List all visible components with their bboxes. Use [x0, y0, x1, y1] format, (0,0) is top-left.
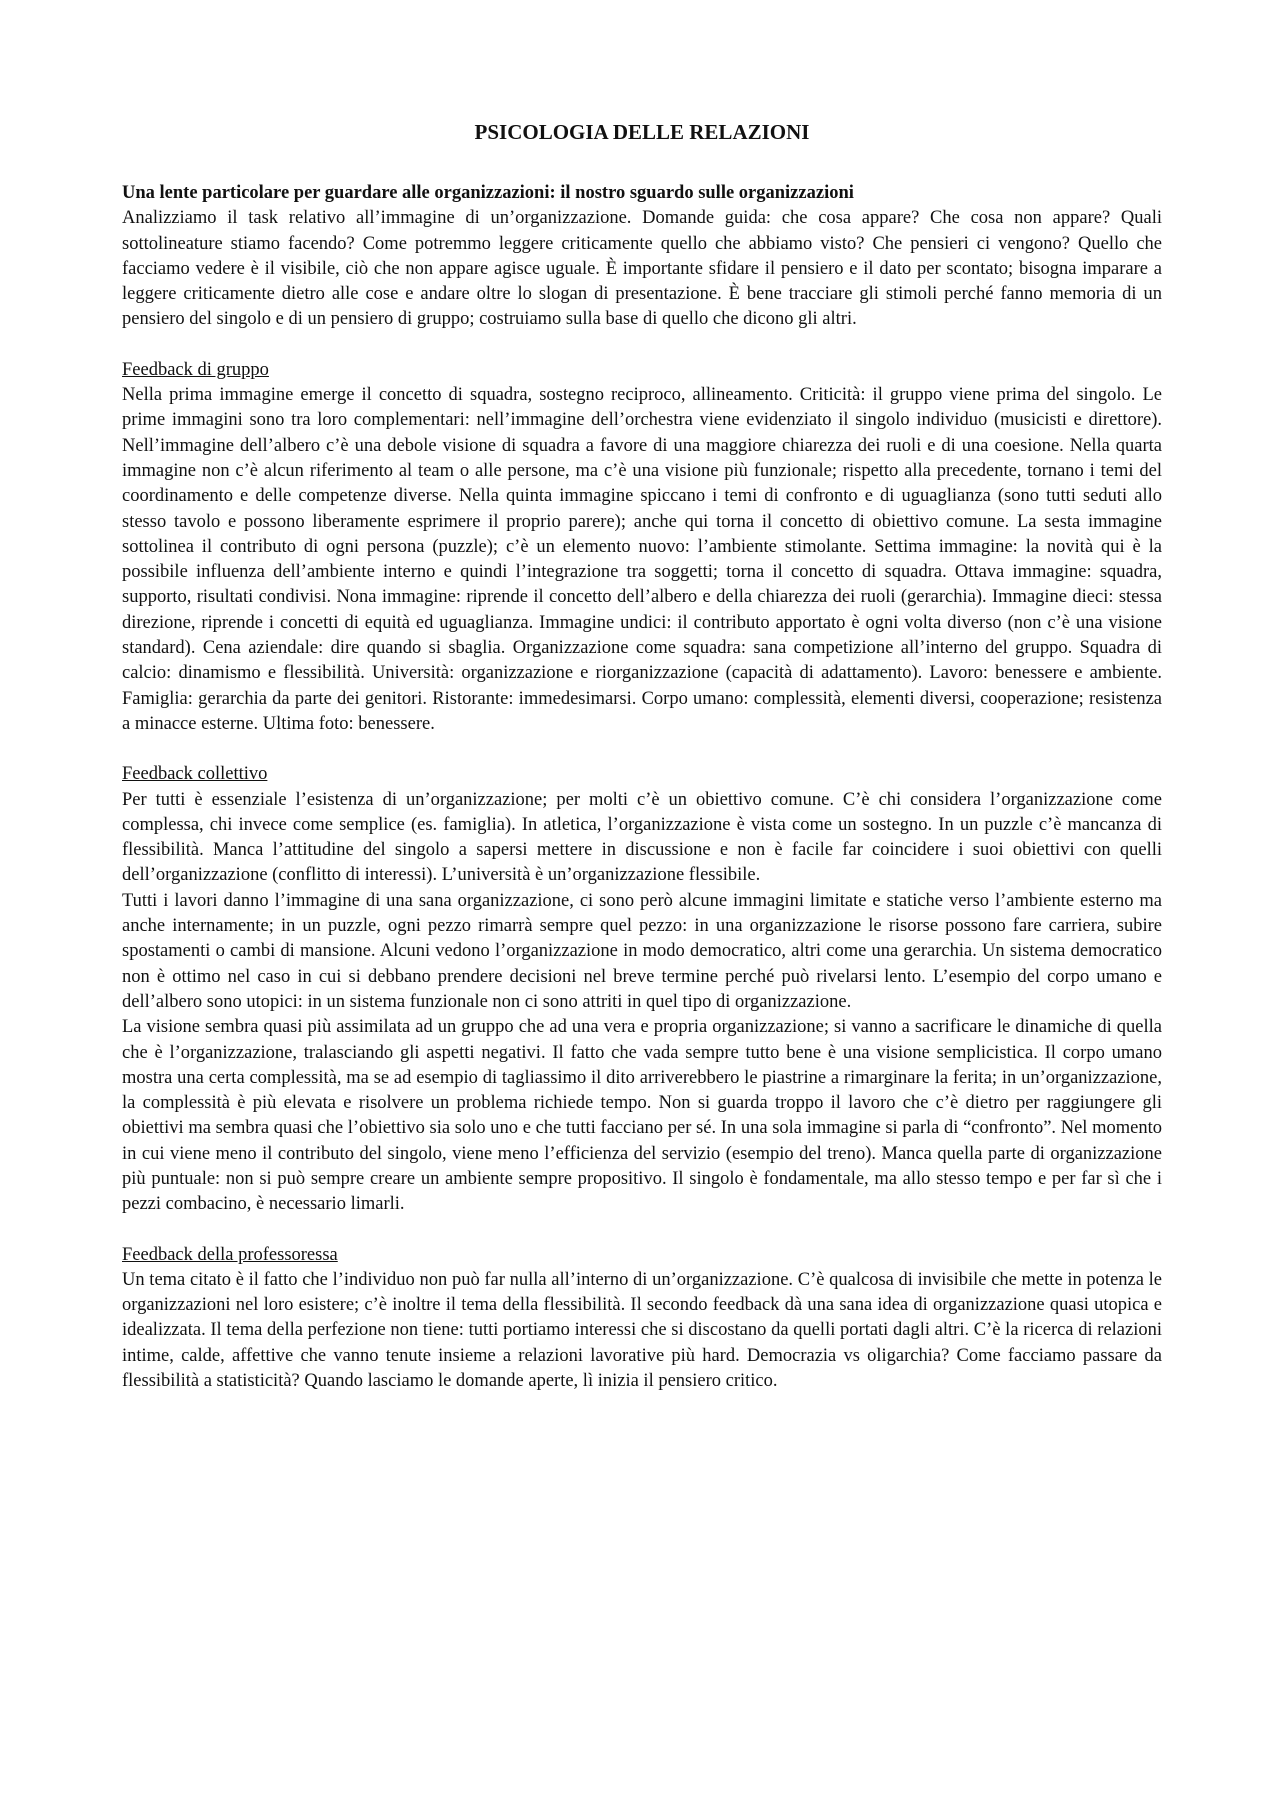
section-feedback-gruppo [122, 358, 1162, 737]
document-page [122, 118, 1162, 1394]
section-paragraph: La visione sembra quasi più assimilata ad un gruppo che ad una vera e propria organizzazione; si vanno a sacrificare le dinamiche di quella che è l’organizzazione, tralasciando gli aspetti negativi. Il fatto che vada sempre tutto bene è una visione semplicistica. Il corpo umano mostra una certa complessità, ma se ad esempio di tagliassimo il dito arriverebbero le piastrine a rimarginare la ferita; in un’organizzazione, la complessità è più elevata e risolvere un problema richiede tempo. Non si guarda troppo il lavoro che c’è dietro per raggiungere gli obiettivi ma sembra quasi che l’obiettivo sia solo uno e che tutti facciano per sé. In una sola immagine si parla di “confronto”. Nel momento in cui viene meno il contributo del singolo, viene meno l’efficienza del servizio (esempio del treno). Manca quella parte di organizzazione più puntuale: non si può sempre creare un ambiente sempre propositivo. Il singolo è fondamentale, ma allo stesso tempo e per far sì che i pezzi combacino, è necessario limarli. [122, 1017, 1162, 1215]
section-feedback-collettivo [122, 762, 1162, 1217]
section-heading: Feedback di gruppo [122, 359, 269, 380]
intro-text: Analizziamo il task relativo all’immagine di un’organizzazione. Domande guida: che cosa appare? Che cosa non appare? Quali sottolineature stiamo facendo? Come potremmo leggere criticamente quello che abbiamo visto? Che pensieri ci vengono? Quello che facciamo vedere è il visibile, ciò che non appare agisce uguale. È importante sfidare il pensiero e il dato per scontato; bisogna imparare a leggere criticamente dietro alle cose e andare oltre lo slogan di presentazione. È bene tracciare gli stimoli perché fanno memoria di un pensiero del singolo e di un pensiero di gruppo; costruiamo sulla base di quello che dicono gli altri. [122, 208, 1162, 330]
section-heading: Feedback collettivo [122, 764, 268, 785]
section-heading: Feedback della professoressa [122, 1244, 338, 1265]
document-title: PSICOLOGIA DELLE RELAZIONI [474, 120, 810, 144]
intro-paragraph [122, 181, 1162, 333]
section-paragraph: Nella prima immagine emerge il concetto di squadra, sostegno reciproco, allineamento. Criticità: il gruppo viene prima del singolo. Le prime immagini sono tra loro complementari: nell’immagine dell’orchestra viene evidenziato il singolo individuo (musicisti e direttore). Nell’immagine dell’albero c’è una debole visione di squadra a favore di una maggiore chiarezza dei ruoli e di una coesione. Nella quarta immagine non c’è alcun riferimento al team o alle persone, ma c’è una visione più funzionale; rispetto alla precedente, tornano i temi del coordinamento e delle competenze diverse. Nella quinta immagine spiccano i temi di confronto e di uguaglianza (sono tutti seduti allo stesso tavolo e possono liberamente esprimere il proprio parere); anche qui torna il concetto di obiettivo comune. La sesta immagine sottolinea il contributo di ogni persona (puzzle); c’è un elemento nuovo: l’ambiente stimolante. Settima immagine: la novità qui è la possibile influenza dell’ambiente interno e quindi l’integrazione tra soggetti; torna il concetto di squadra. Ottava immagine: squadra, supporto, risultati condivisi. Nona immagine: riprende il concetto dell’albero e della chiarezza dei ruoli (gerarchia). Immagine dieci: stessa direzione, riprende i concetti di equità ed uguaglianza. Immagine undici: il contributo apportato è ogni volta diverso (non c’è una visione standard). Cena aziendale: dire quando si sbaglia. Organizzazione come squadra: sana competizione all’interno del gruppo. Squadra di calcio: dinamismo e flessibilità. Università: organizzazione e riorganizzazione (capacità di adattamento). Lavoro: benessere e ambiente. Famiglia: gerarchia da parte dei genitori. Ristorante: immedesimarsi. Corpo umano: complessità, elementi diversi, cooperazione; resistenza a minacce esterne. Ultima foto: benessere. [122, 385, 1162, 734]
intro-lead: Una lente particolare per guardare alle organizzazioni: il nostro sguardo sulle organizzazioni [122, 183, 854, 203]
section-paragraph: Un tema citato è il fatto che l’individuo non può far nulla all’interno di un’organizzazione. C’è qualcosa di invisibile che mette in potenza le organizzazioni nel loro esistere; c’è inoltre il tema della flessibilità. Il secondo feedback dà una sana idea di organizzazione quasi utopica e idealizzata. Il tema della perfezione non tiene: tutti portiamo interessi che si discostano da quelli portati dagli altri. C’è la ricerca di relazioni intime, calde, affettive che vanno tenute insieme a relazioni lavorative più hard. Democrazia vs oligarchia? Come facciamo passare da flessibilità a statisticità? Quando lasciamo le domande aperte, lì inizia il pensiero critico. [122, 1269, 1162, 1392]
section-feedback-professoressa [122, 1243, 1162, 1395]
section-paragraph: Per tutti è essenziale l’esistenza di un’organizzazione; per molti c’è un obiettivo comune. C’è chi considera l’organizzazione come complessa, chi invece come semplice (es. famiglia). In atletica, l’organizzazione è vista come un sostegno. In un puzzle c’è mancanza di flessibilità. Manca l’attitudine del singolo a sapersi mettere in discussione e non è facile far coincidere i suoi obiettivi con quelli dell’organizzazione (conflitto di interessi). L’università è un’organizzazione flessibile. [122, 789, 1162, 886]
section-paragraph: Tutti i lavori danno l’immagine di una sana organizzazione, ci sono però alcune immagini limitate e statiche verso l’ambiente esterno ma anche internamente; in un puzzle, ogni pezzo rimarrà sempre quel pezzo: in una organizzazione le risorse possono fare carriera, subire spostamenti o cambi di mansione. Alcuni vedono l’organizzazione in modo democratico, altri come una gerarchia. Un sistema democratico non è ottimo nel caso in cui si debbano prendere decisioni nel breve termine perché può rivelarsi lento. L’esempio del corpo umano e dell’albero sono utopici: in un sistema funzionale non ci sono attriti in quel tipo di organizzazione. [122, 890, 1162, 1012]
